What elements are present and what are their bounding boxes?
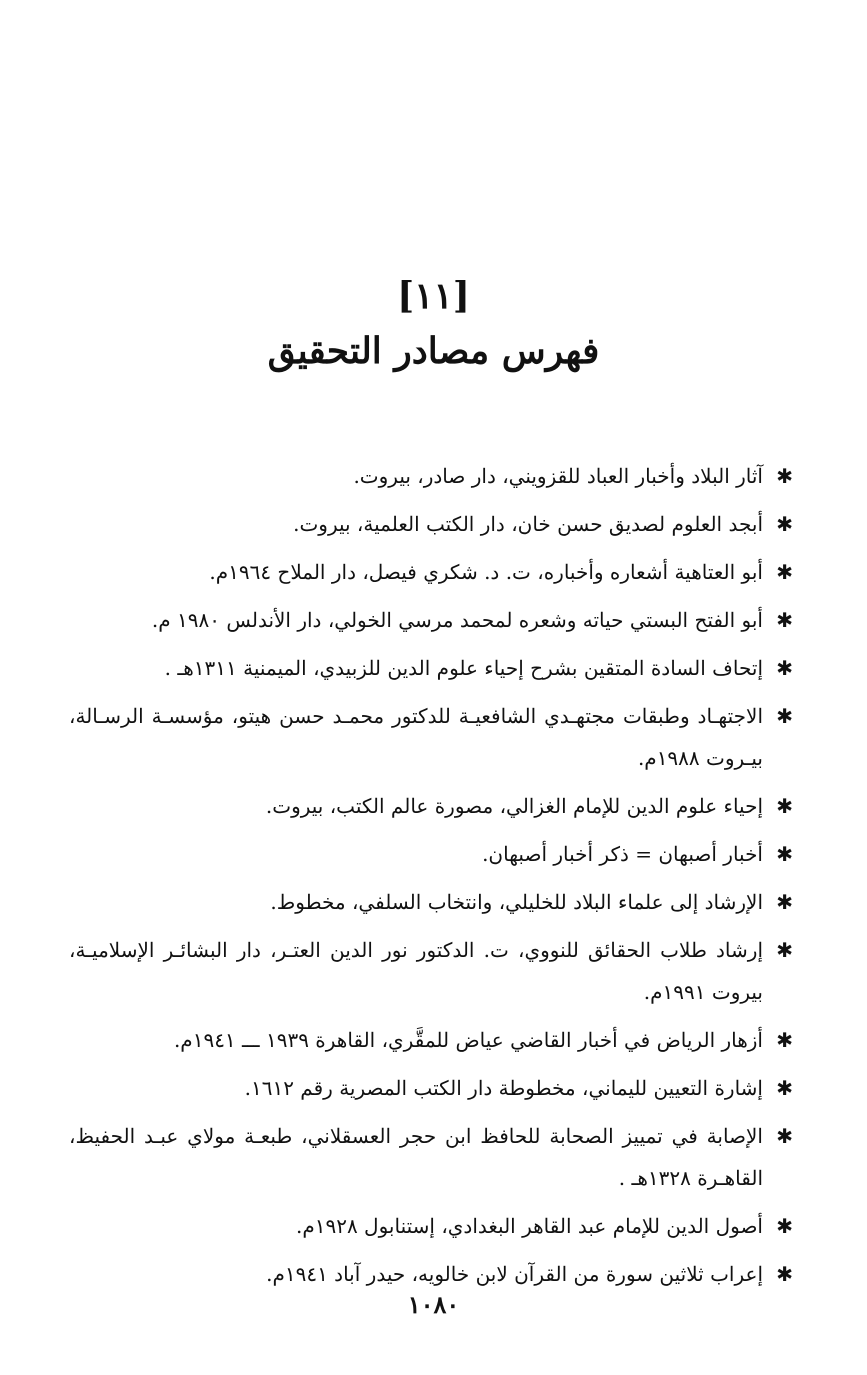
source-entry — [69, 551, 793, 593]
source-entry-text: أبو الفتح البستي حياته وشعره لمحمد مرسي الخولي، دار الأندلس ١٩٨٠ م. — [151, 608, 763, 632]
source-entry-text: إشارة التعيين لليماني، مخطوطة دار الكتب المصرية رقم ١٦١٢. — [244, 1076, 763, 1100]
source-entry-text: آثار البلاد وأخبار العباد للقزويني، دار صادر، بيروت. — [353, 464, 763, 488]
source-entry — [69, 881, 793, 923]
source-entry-text: أصول الدين للإمام عبد القاهر البغدادي، إستنابول ١٩٢٨م. — [295, 1214, 763, 1238]
bullet-icon: ✱ — [776, 464, 793, 488]
bullet-icon: ✱ — [776, 1262, 793, 1286]
source-entry-text: أبو العتاهية أشعاره وأخباره، ت. د. شكري فيصل، دار الملاح ١٩٦٤م. — [209, 560, 763, 584]
bullet-icon: ✱ — [776, 560, 793, 584]
bullet-icon: ✱ — [776, 1214, 793, 1238]
bullet-icon: ✱ — [776, 842, 793, 866]
bullet-icon: ✱ — [776, 512, 793, 536]
bullet-icon: ✱ — [776, 704, 793, 728]
bullet-icon: ✱ — [776, 938, 793, 962]
source-entry — [69, 455, 793, 497]
source-entry-text: إحياء علوم الدين للإمام الغزالي، مصورة عالم الكتب، بيروت. — [265, 794, 763, 818]
page-title: فهرس مصادر التحقيق — [267, 330, 600, 372]
source-entry — [69, 1115, 793, 1199]
source-entry — [69, 1019, 793, 1061]
source-entry — [69, 929, 793, 1013]
bullet-icon: ✱ — [776, 1076, 793, 1100]
source-entry — [69, 833, 793, 875]
bullet-icon: ✱ — [776, 890, 793, 914]
source-entry-text: الإرشاد إلى علماء البلاد للخليلي، وانتخاب السلفي، مخطوط. — [270, 890, 763, 914]
source-entry — [69, 1253, 793, 1295]
source-entry — [69, 1067, 793, 1109]
bullet-icon: ✱ — [776, 656, 793, 680]
bullet-icon: ✱ — [776, 1124, 793, 1148]
source-entry-text: الإصابة في تمييز الصحابة للحافظ ابن حجر العسقلاني، طبعـة مولاي عبـد الحفيظ، القاهـرة ١٣٢٨هـ . — [69, 1124, 763, 1190]
source-entry-text: الاجتهـاد وطبقات مجتهـدي الشافعيـة للدكتور محمـد حسن هيتو، مؤسسـة الرسـالة، بيـروت ١٩٨٨م. — [69, 704, 763, 770]
source-entry — [69, 1205, 793, 1247]
page-number: ١٠٨٠ — [407, 1290, 460, 1319]
bullet-icon: ✱ — [776, 608, 793, 632]
bullet-icon: ✱ — [776, 794, 793, 818]
source-entry — [69, 695, 793, 779]
source-entry-text: إرشاد طلاب الحقائق للنووي، ت. الدكتور نور الدين العتـر، دار البشائـر الإسلاميـة، بيروت ١٩٩١م. — [69, 938, 763, 1004]
sources-list — [69, 455, 793, 1301]
source-entry-text: إعراب ثلاثين سورة من القرآن لابن خالويه، حيدر آباد ١٩٤١م. — [266, 1262, 763, 1286]
source-entry — [69, 599, 793, 641]
source-entry-text: أزهار الرياض في أخبار القاضي عياض للمقَّري، القاهرة ١٩٣٩ ـــ ١٩٤١م. — [173, 1028, 763, 1052]
section-number: [١١] — [397, 275, 470, 317]
source-entry-text: أبجد العلوم لصديق حسن خان، دار الكتب العلمية، بيروت. — [293, 512, 763, 536]
source-entry — [69, 503, 793, 545]
source-entry — [69, 785, 793, 827]
source-entry-text: إتحاف السادة المتقين بشرح إحياء علوم الدين للزبيدي، الميمنية ١٣١١هـ . — [164, 656, 763, 680]
source-entry-text: أخبار أصبهان = ذكر أخبار أصبهان. — [482, 842, 763, 866]
source-entry — [69, 647, 793, 689]
bullet-icon: ✱ — [776, 1028, 793, 1052]
